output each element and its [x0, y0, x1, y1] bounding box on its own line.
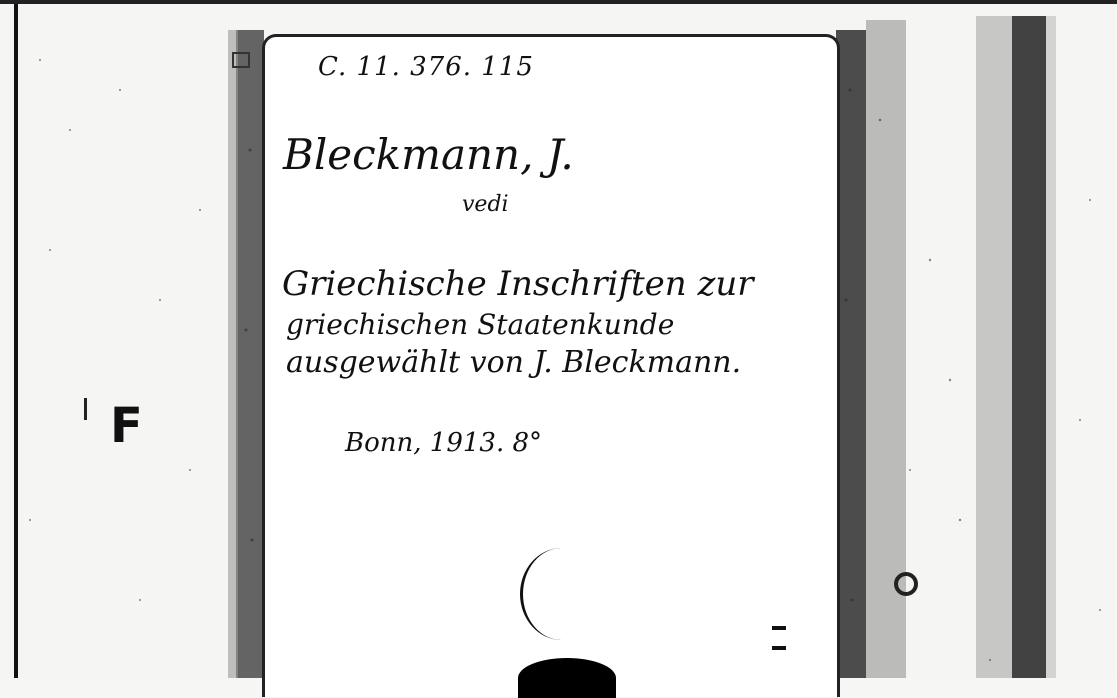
- edge-mark-2: [772, 646, 786, 650]
- edge-mark-1: [772, 626, 786, 630]
- margin-tick: [84, 398, 87, 420]
- card-corner-mark: [232, 52, 250, 68]
- title-line-3: ausgewählt von J. Bleckmann.: [286, 345, 742, 380]
- author-heading: Bleckmann, J.: [283, 130, 574, 179]
- imprint: Bonn, 1913. 8°: [345, 428, 543, 458]
- stamp-mark-icon: F: [110, 402, 143, 450]
- cross-reference-label: vedi: [462, 192, 509, 217]
- ring-mark-icon: [894, 572, 918, 596]
- title-line-2: griechischen Staatenkunde: [286, 308, 675, 341]
- punch-hole-outline: [520, 548, 603, 640]
- punch-hole-shadow: [518, 658, 616, 698]
- title-line-1: Griechische Inschriften zur: [282, 264, 754, 304]
- shelfmark: C. 11. 376. 115: [318, 52, 534, 82]
